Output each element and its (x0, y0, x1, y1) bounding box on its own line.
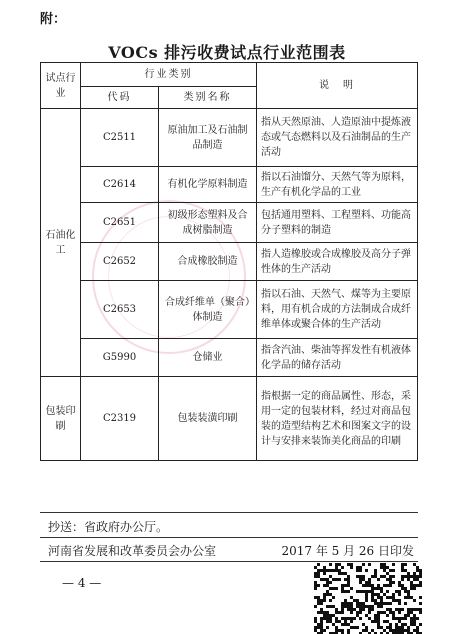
row-code: C2651 (81, 203, 159, 243)
row-name: 仓储业 (159, 339, 257, 377)
row-code: C2511 (81, 109, 159, 167)
attachment-label: 附： (40, 12, 67, 27)
header-name: 类别名称 (159, 87, 257, 109)
document-title: VOCs 排污收费试点行业范围表 (108, 43, 346, 62)
header-category: 行业类别 (81, 63, 257, 87)
row-desc: 指含汽油、柴油等挥发性有机液体化学品的储存活动 (257, 339, 418, 377)
divider (40, 561, 418, 562)
row-code: C2653 (81, 281, 159, 339)
row-name: 合成橡胶制造 (159, 243, 257, 281)
row-code: C2319 (81, 377, 159, 461)
table-row (41, 281, 418, 339)
table-row (41, 339, 418, 377)
industry-packaging-printing: 包装印刷 (41, 377, 81, 461)
row-desc: 指从天然原油、人造原油中提炼液态或气态燃料以及石油制品的生产活动 (257, 109, 418, 167)
cc-line: 抄送：省政府办公厅。 (48, 520, 169, 534)
row-desc: 包括通用塑料、工程塑料、功能高分子塑料的制造 (257, 203, 418, 243)
issuing-office: 河南省发展和改革委员会办公室 (48, 544, 217, 558)
issue-date: 2017 年 5 月 26 日印发 (281, 544, 414, 558)
row-desc: 指以石油馏分、天然气等为原料，生产有机化学品的工业 (257, 167, 418, 203)
row-name: 原油加工及石油制品制造 (159, 109, 257, 167)
barcode-image (314, 563, 422, 634)
divider (40, 512, 418, 513)
row-name: 初级形态塑料及合成树脂制造 (159, 203, 257, 243)
row-name: 有机化学原料制造 (159, 167, 257, 203)
row-desc: 指根据一定的商品属性、形态，采用一定的包装材料，经过对商品包装的造型结构艺术和图案文字的设计与安排来装饰美化商品的印刷 (257, 377, 418, 461)
header-code: 代码 (81, 87, 159, 109)
industry-petrochemical: 石油化工 (41, 109, 81, 377)
row-desc: 指以石油、天然气、煤等为主要原料，用有机合成的方法制成合成纤维单体或聚合体的生产活动 (257, 281, 418, 339)
row-code: C2652 (81, 243, 159, 281)
row-code: C2614 (81, 167, 159, 203)
table-row (41, 243, 418, 281)
page-number: — 4 — (62, 576, 102, 590)
industry-scope-table (40, 62, 418, 461)
row-code: G5990 (81, 339, 159, 377)
header-description: 说 明 (257, 63, 418, 109)
row-desc: 指人造橡胶或合成橡胶及高分子弹性体的生产活动 (257, 243, 418, 281)
table-row (41, 109, 418, 167)
header-industry: 试点行业 (41, 63, 81, 109)
table-row (41, 203, 418, 243)
row-name: 包装装潢印刷 (159, 377, 257, 461)
table-row (41, 167, 418, 203)
divider (40, 537, 418, 538)
row-name: 合成纤维单（聚合）体制造 (159, 281, 257, 339)
table-row (41, 377, 418, 461)
